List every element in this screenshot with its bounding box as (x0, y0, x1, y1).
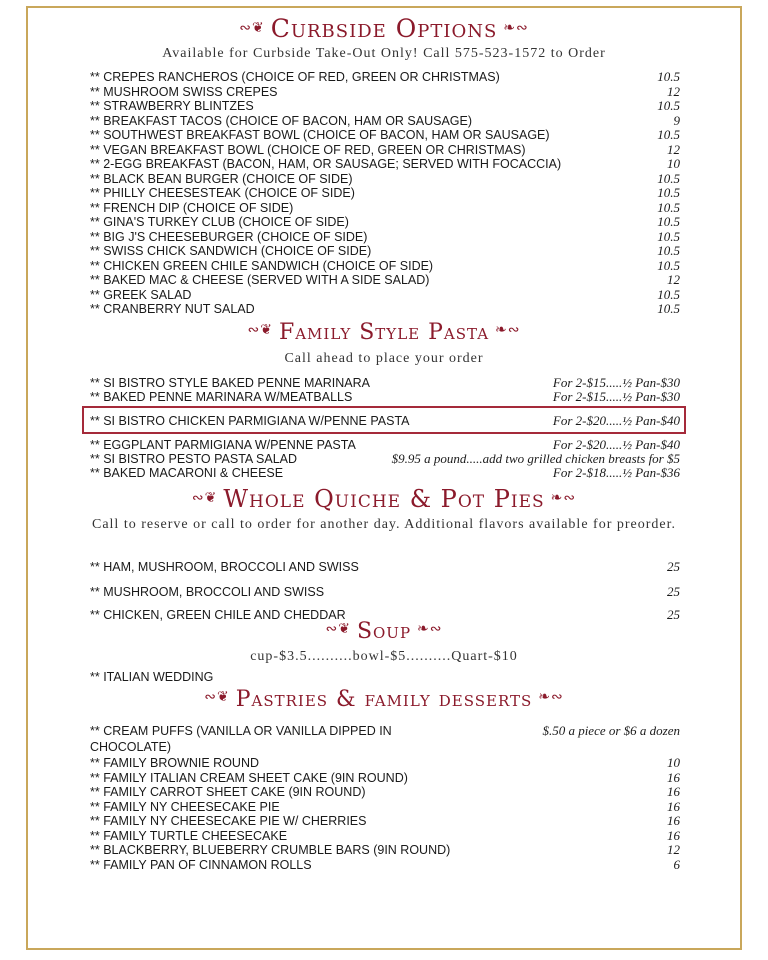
item-price: 10.5 (657, 185, 680, 200)
item-name: ** BREAKFAST TACOS (CHOICE OF BACON, HAM OR SAUSAGE) (90, 113, 473, 128)
item-name: ** BAKED MACARONI & CHEESE (90, 466, 284, 480)
desserts-heading (0, 687, 768, 712)
item-name: ** FAMILY NY CHEESECAKE PIE (90, 799, 280, 814)
menu-item (90, 157, 680, 171)
item-name: ** SI BISTRO STYLE BAKED PENNE MARINARA (90, 376, 370, 390)
menu-item (90, 288, 680, 302)
item-name: ** FAMILY PAN OF CINNAMON ROLLS (90, 857, 312, 872)
menu-item-cream-puffs (90, 724, 680, 738)
menu-item (90, 259, 680, 273)
item-name: ** FAMILY CARROT SHEET CAKE (9IN ROUND) (90, 785, 366, 799)
item-name: ** BAKED MAC & CHEESE (SERVED WITH A SIDE SALAD) (90, 273, 430, 287)
item-name: ** CREPES RANCHEROS (CHOICE OF RED, GREEN OR CHRISTMAS) (90, 70, 500, 84)
item-name: ** SOUTHWEST BREAKFAST BOWL (CHOICE OF BACON, HAM OR SAUSAGE) (90, 128, 550, 142)
menu-item (90, 230, 680, 244)
quiche-subtitle: Call to reserve or call to order for another day. Additional flavors available for preorder. (91, 517, 677, 532)
item-price: 12 (667, 272, 680, 287)
item-name: ** GREEK SALAD (90, 287, 192, 302)
ornament-left-icon: ∾❦ (247, 322, 273, 338)
menu-item (90, 560, 680, 574)
menu-item (90, 858, 680, 872)
pasta-title: Family Style Pasta (278, 320, 490, 345)
quiche-heading (0, 485, 768, 513)
menu-item (90, 438, 680, 452)
ornament-right-icon: ❧∾ (550, 489, 577, 506)
ornament-left-icon: ∾❦ (204, 689, 230, 705)
item-price: 10.5 (657, 257, 680, 273)
item-name: ** MUSHROOM SWISS CREPES (90, 84, 278, 99)
item-name: ** HAM, MUSHROOM, BROCCOLI AND SWISS (90, 560, 359, 574)
item-name: ** FRENCH DIP (CHOICE OF SIDE) (90, 200, 294, 215)
curbside-subtitle: Available for Curbside Take-Out Only! Call 575-523-1572 to Order (162, 46, 606, 61)
menu-item (90, 376, 680, 390)
item-name: ** BLACK BEAN BURGER (CHOICE OF SIDE) (90, 171, 353, 186)
curbside-title: Curbside Options (270, 14, 498, 43)
item-price: 16 (667, 827, 680, 843)
item-price: 10.5 (657, 199, 680, 215)
item-price: 12 (667, 141, 680, 157)
item-price: For 2-$20.....½ Pan-$40 (552, 437, 680, 452)
menu-item (90, 244, 680, 258)
item-name: ** GINA'S TURKEY CLUB (CHOICE OF SIDE) (90, 215, 349, 229)
item-name: ** BIG J'S CHEESEBURGER (CHOICE OF SIDE) (90, 229, 368, 244)
menu-item (90, 670, 680, 684)
item-price: 10.5 (657, 214, 680, 229)
item-price: 12 (667, 842, 680, 857)
soup-title: Soup (356, 619, 412, 644)
item-name: ** STRAWBERRY BLINTZES (90, 99, 254, 113)
item-price: 10.5 (657, 301, 680, 316)
menu-item (90, 585, 680, 599)
menu-item (90, 70, 680, 84)
curbside-heading (0, 14, 768, 43)
item-name: CHOCOLATE) (90, 740, 172, 754)
menu-item (90, 302, 680, 316)
item-name: ** VEGAN BREAKFAST BOWL (CHOICE OF RED, GREEN OR CHRISTMAS) (90, 142, 526, 157)
soup-heading (0, 619, 768, 644)
item-price: $.50 a piece or $6 a dozen (542, 723, 680, 738)
item-price: 10 (667, 755, 680, 770)
menu-item (90, 843, 680, 857)
menu-item (90, 814, 680, 828)
item-name: ** FAMILY ITALIAN CREAM SHEET CAKE (9IN ROUND) (90, 770, 408, 785)
item-price: For 2-$15.....½ Pan-$30 (552, 389, 680, 404)
menu-item (90, 390, 680, 404)
ornament-right-icon: ❧∾ (538, 689, 564, 705)
item-name: ** CHICKEN, GREEN CHILE AND CHEDDAR (90, 608, 346, 622)
item-price: $9.95 a pound.....add two grilled chicken breasts for $5 (391, 451, 680, 466)
item-price: 6 (673, 856, 680, 872)
item-price: 16 (667, 813, 680, 828)
item-name: ** SWISS CHICK SANDWICH (CHOICE OF SIDE) (90, 244, 372, 258)
ornament-left-icon: ∾❦ (325, 621, 351, 637)
item-price: 10.5 (657, 69, 680, 84)
menu-item (90, 756, 680, 770)
item-name: ** SI BISTRO PESTO PASTA SALAD (90, 452, 298, 466)
menu-item (90, 128, 680, 142)
menu-item (90, 172, 680, 186)
item-price: 16 (667, 769, 680, 785)
menu-item (90, 143, 680, 157)
item-price: 9 (673, 112, 680, 128)
item-name: ** CRANBERRY NUT SALAD (90, 302, 255, 316)
item-name: ** FAMILY BROWNIE ROUND (90, 756, 260, 770)
pasta-heading (0, 320, 768, 345)
item-name: ** BLACKBERRY, BLUEBERRY CRUMBLE BARS (9IN ROUND) (90, 843, 451, 857)
soup-subtitle: cup-$3.5..........bowl-$5..........Quart-$10 (250, 649, 518, 664)
item-name: ** BAKED PENNE MARINARA W/MEATBALLS (90, 390, 353, 404)
ornament-right-icon: ❧∾ (417, 621, 443, 637)
menu-item (90, 452, 680, 466)
item-name: ** ITALIAN WEDDING (90, 670, 214, 684)
menu-item (90, 800, 680, 814)
item-price: 16 (667, 784, 680, 799)
item-price: For 2-$18.....½ Pan-$36 (552, 465, 680, 480)
item-price: 10.5 (657, 127, 680, 142)
item-name: ** SI BISTRO CHICKEN PARMIGIANA W/PENNE PASTA (90, 414, 410, 428)
item-price: 16 (667, 798, 680, 814)
menu-item (90, 785, 680, 799)
item-price: For 2-$20.....½ Pan-$40 (552, 413, 680, 428)
pasta-subtitle: Call ahead to place your order (284, 351, 484, 366)
item-name: ** EGGPLANT PARMIGIANA W/PENNE PASTA (90, 438, 356, 452)
menu-item (90, 186, 680, 200)
menu-item (90, 466, 680, 480)
menu-item (90, 99, 680, 113)
quiche-title: Whole Quiche & Pot Pies (223, 485, 545, 513)
item-price: 12 (667, 83, 680, 99)
item-name: ** CREAM PUFFS (VANILLA OR VANILLA DIPPED IN (90, 724, 392, 738)
item-name: ** 2-EGG BREAKFAST (BACON, HAM, OR SAUSAGE; SERVED WITH FOCACCIA) (90, 157, 562, 171)
menu-item-cream-puffs-cont (90, 740, 680, 754)
item-price: 10.5 (657, 170, 680, 186)
item-price: 25 (667, 607, 680, 622)
ornament-right-icon: ❧∾ (495, 322, 521, 338)
item-price: For 2-$15.....½ Pan-$30 (552, 375, 680, 390)
item-price: 10.5 (657, 243, 680, 258)
menu-item (90, 273, 680, 287)
item-price: 10 (667, 156, 680, 171)
menu-item (90, 414, 680, 428)
item-price: 10.5 (657, 228, 680, 244)
ornament-right-icon: ❧∾ (503, 19, 529, 36)
menu-item (90, 201, 680, 215)
menu-item (90, 771, 680, 785)
menu-item (90, 215, 680, 229)
ornament-left-icon: ∾❦ (191, 489, 218, 506)
menu-item (90, 85, 680, 99)
item-name: ** CHICKEN GREEN CHILE SANDWICH (CHOICE OF SIDE) (90, 258, 434, 273)
item-price: 25 (667, 559, 680, 574)
menu-item (90, 829, 680, 843)
item-name: ** PHILLY CHEESESTEAK (CHOICE OF SIDE) (90, 186, 355, 200)
ornament-left-icon: ∾❦ (239, 19, 265, 36)
menu-item (90, 114, 680, 128)
item-price: 10.5 (657, 98, 680, 113)
item-name: ** FAMILY TURTLE CHEESECAKE (90, 828, 288, 843)
desserts-title: Pastries & family desserts (235, 687, 533, 712)
item-price: 25 (667, 584, 680, 599)
item-name: ** FAMILY NY CHEESECAKE PIE W/ CHERRIES (90, 814, 367, 828)
item-price: 10.5 (657, 286, 680, 302)
item-name: ** MUSHROOM, BROCCOLI AND SWISS (90, 585, 325, 599)
